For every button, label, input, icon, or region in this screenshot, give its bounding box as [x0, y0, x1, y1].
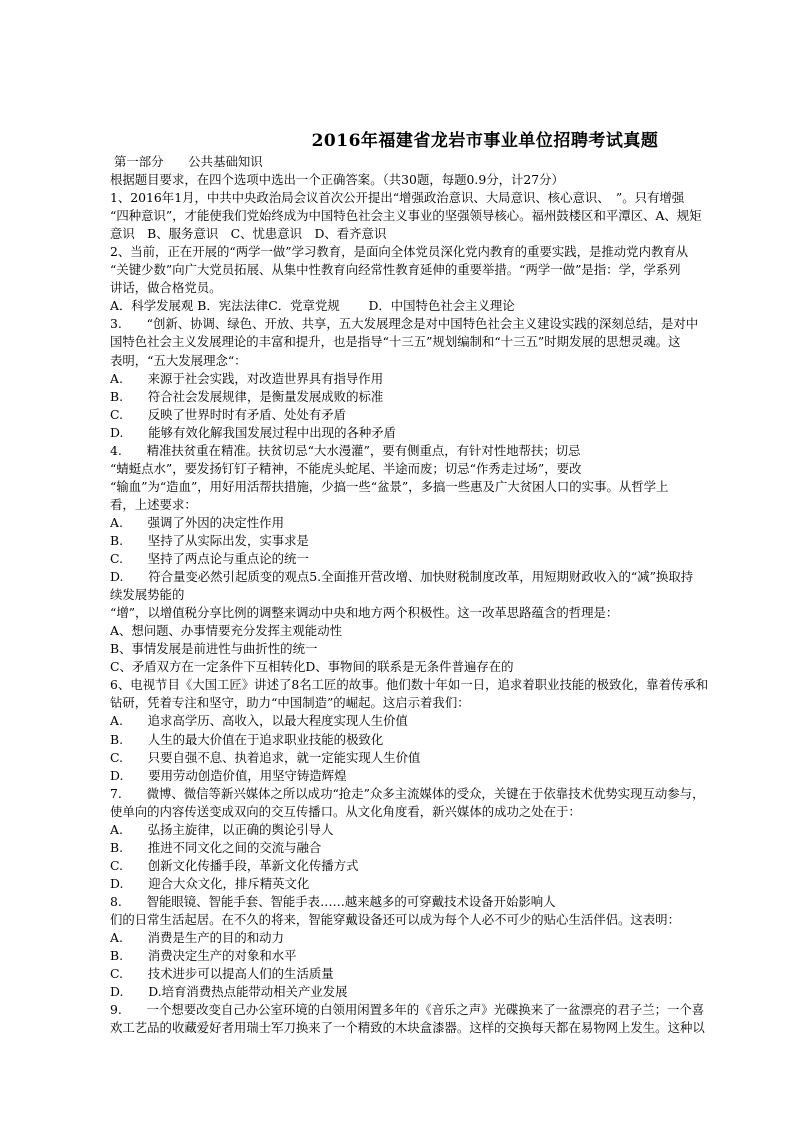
- text-line: “增”，以增值税分享比例的调整来调动中央和地方两个积极性。这一改革思路蕴含的哲理是：: [110, 605, 619, 621]
- text-line: D. 迎合大众文化，排斥精英文化: [110, 875, 310, 891]
- text-line: D. 要用劳动创造价值，用坚守铸造辉煌: [110, 767, 347, 783]
- text-line: 表明，“五大发展理念“：: [110, 352, 247, 368]
- document-body: [110, 126, 790, 1037]
- page-title: 2016年福建省龙岩市事业单位招聘考试真题: [311, 131, 659, 151]
- text-line: 们的日常生活起居。在不久的将来，智能穿戴设备还可以成为每个人必不可少的贴心生活伴侣。这表明：: [110, 911, 680, 927]
- text-line: 根据题目要求，在四个选项中选出一个正确答案。（共30题，每题0.9分，计27分）: [110, 172, 564, 188]
- text-line: 6、电视节目《大国工匠》讲述了8名工匠的故事。他们数十年如一日，追求着职业技能的极致化，靠着传承和: [110, 677, 709, 693]
- text-line: B. 推进不同文化之间的交流与融合: [110, 839, 322, 855]
- text-line: 看，上述要求：: [110, 496, 197, 512]
- text-line: A. 强调了外因的决定性作用: [110, 514, 284, 530]
- text-line: B. 消费决定生产的对象和水平: [110, 948, 297, 964]
- text-line: 7. 微博、微信等新兴媒体之所以成功“抢走”众多主流媒体的受众，关键在于依靠技术优势实现互动参与，: [110, 785, 705, 801]
- text-line: D. D.培育消费热点能带动相关产业发展: [110, 984, 348, 1000]
- text-line: C. 创新文化传播手段，革新文化传播方式: [110, 857, 359, 873]
- text-line: 第一部分 公共基础知识: [110, 154, 263, 169]
- body-text: [110, 153, 790, 1037]
- text-line: D. 符合量变必然引起质变的观点5.全面推开营改增、加快财税制度改革，用短期财政收入的“减”换取持: [110, 569, 694, 585]
- text-line: 国特色社会主义发展理论的丰富和提升，也是指导“十三五”规划编制和“十三五”时期发展的思想灵魂。这: [110, 334, 681, 350]
- text-line: 3. “创新、协调、绿色、开放、共享，五大发展理念是对中国特色社会主义建设实践的深刻总结，是对中: [110, 316, 699, 332]
- text-line: “关键少数”向广大党员拓展、从集中性教育向经常性教育延伸的重要举措。“两学一做”是指：学，学系列: [110, 262, 681, 278]
- text-line: A. 弘扬主旋律，以正确的舆论引导人: [110, 821, 334, 837]
- text-line: 讲话，做合格党员。: [110, 280, 222, 296]
- text-line: 2、当前，正在开展的“两学一做”学习教育，是面向全体党员深化党内教育的重要实践，是推动党内教育从: [110, 244, 689, 260]
- text-line: 钻研，凭着专注和坚守，助力“中国制造”的崛起。这启示着我们：: [110, 695, 470, 711]
- text-line: 9. 一个想要改变自己办公室环境的白领用闲置多年的《音乐之声》光碟换来了一盆漂亮的君子兰；一个喜: [110, 1002, 705, 1018]
- text-line: A. 来源于社会实践，对改造世界具有指导作用: [110, 370, 384, 386]
- text-line: 续发展势能的: [110, 587, 185, 603]
- text-line: A、想问题、办事情要充分发挥主观能动性: [110, 623, 342, 639]
- text-line: 8. 智能眼镜、智能手套、智能手表……越来越多的可穿戴技术设备开始影响人: [110, 893, 556, 909]
- text-line: C、矛盾双方在一定条件下互相转化D、事物间的联系是无条件普遍存在的: [110, 659, 514, 675]
- text-line: “四种意识”，才能使我们党始终成为中国特色社会主义事业的坚强领导核心。福州鼓楼区和平潭区、A、规矩: [110, 208, 702, 224]
- text-line: 4. 精准扶贫重在精准。扶贫切忌“大水漫灌”，要有侧重点，有针对性地帮扶；切忌: [110, 442, 581, 458]
- text-line: B. 符合社会发展规律，是衡量发展成败的标准: [110, 388, 384, 404]
- text-line: B、事情发展是前进性与曲折性的统一: [110, 641, 318, 657]
- text-line: C. 技术进步可以提高人们的生活质量: [110, 966, 334, 982]
- text-line: 欢工艺品的收藏爱好者用瑞士军刀换来了一个精致的木块盒漆器。这样的交换每天都在易物网上发生。这种以: [110, 1020, 705, 1036]
- text-line: 意识 B、服务意识 C、忧患意识 D、看齐意识: [110, 226, 387, 242]
- text-line: “输血”为“造血”，用好用活帮扶措施，少搞一些“盆景”，多搞一些惠及广大贫困人口的实事。从哲学上: [110, 478, 669, 494]
- text-line: C. 反映了世界时时有矛盾、处处有矛盾: [110, 406, 347, 422]
- text-line: C. 坚持了两点论与重点论的统一: [110, 551, 309, 567]
- text-line: 使单向的内容传送变成双向的交互传播口。从文化角度看，新兴媒体的成功之处在于：: [110, 803, 581, 819]
- text-line: A. 追求高学历、高收入，以最大程度实现人生价值: [110, 713, 408, 729]
- text-line: 1、2016年1月，中共中央政治局会议首次公开提出“增强政治意识、大局意识、核心意识、 ”。只有增强: [110, 190, 685, 206]
- text-line: B. 人生的最大价值在于追求职业技能的极致化: [110, 731, 384, 747]
- text-line: D. 能够有效化解我国发展过程中出现的各种矛盾: [110, 424, 397, 440]
- text-line: C. 只要自强不息、执着追求，就一定能实现人生价值: [110, 749, 421, 765]
- text-line: “蜻蜓点水”，要发扬钉钉子精神，不能虎头蛇尾、半途而废；切忌“作秀走过场”，要改: [110, 460, 582, 476]
- text-line: A．科学发展观 B．宪法法律C．党章党规 D．中国特色社会主义理论: [110, 298, 515, 314]
- text-line: A. 消费是生产的目的和动力: [110, 930, 284, 946]
- text-line: B. 坚持了从实际出发，实事求是: [110, 532, 309, 548]
